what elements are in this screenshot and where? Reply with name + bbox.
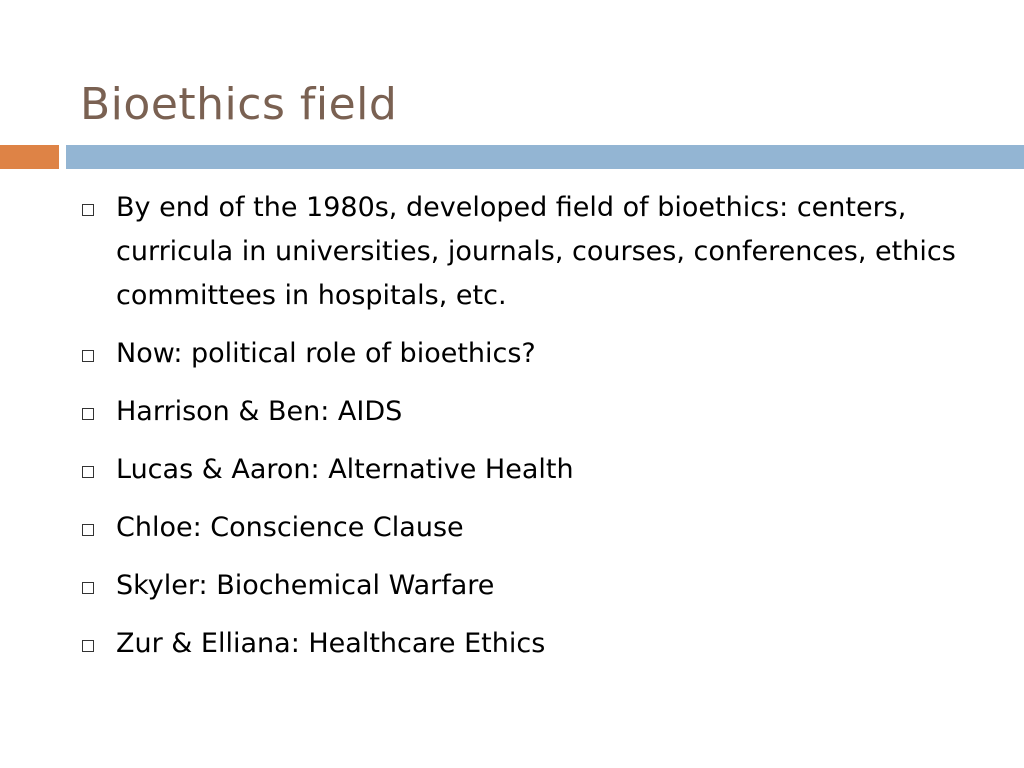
bullet-text: Lucas & Aaron: Alternative Health <box>116 454 574 485</box>
bullet-item <box>82 390 982 434</box>
square-bullet-icon <box>82 582 94 594</box>
bullet-text: Skyler: Biochemical Warfare <box>116 570 495 601</box>
bullet-item <box>82 332 982 376</box>
slide-title: Bioethics field <box>80 79 398 131</box>
bullet-item <box>82 564 982 608</box>
bullet-text: Harrison & Ben: AIDS <box>116 396 403 427</box>
square-bullet-icon <box>82 204 94 216</box>
bullet-item <box>82 448 982 492</box>
bullet-text: By end of the 1980s, developed field of bioethics: centers, curricula in universities, journals, courses, conferences, ethics committees in hospitals, etc. <box>116 192 956 311</box>
square-bullet-icon <box>82 350 94 362</box>
square-bullet-icon <box>82 524 94 536</box>
accent-bar-orange <box>0 145 59 169</box>
square-bullet-icon <box>82 640 94 652</box>
bullet-text: Now: political role of bioethics? <box>116 338 536 369</box>
accent-bar-blue <box>66 145 1024 169</box>
square-bullet-icon <box>82 408 94 420</box>
bullet-text: Chloe: Conscience Clause <box>116 512 464 543</box>
bullet-text: Zur & Elliana: Healthcare Ethics <box>116 628 546 659</box>
bullet-item <box>82 622 982 666</box>
square-bullet-icon <box>82 466 94 478</box>
bullet-item <box>82 186 982 318</box>
bullet-item <box>82 506 982 550</box>
bullet-list <box>82 186 982 680</box>
